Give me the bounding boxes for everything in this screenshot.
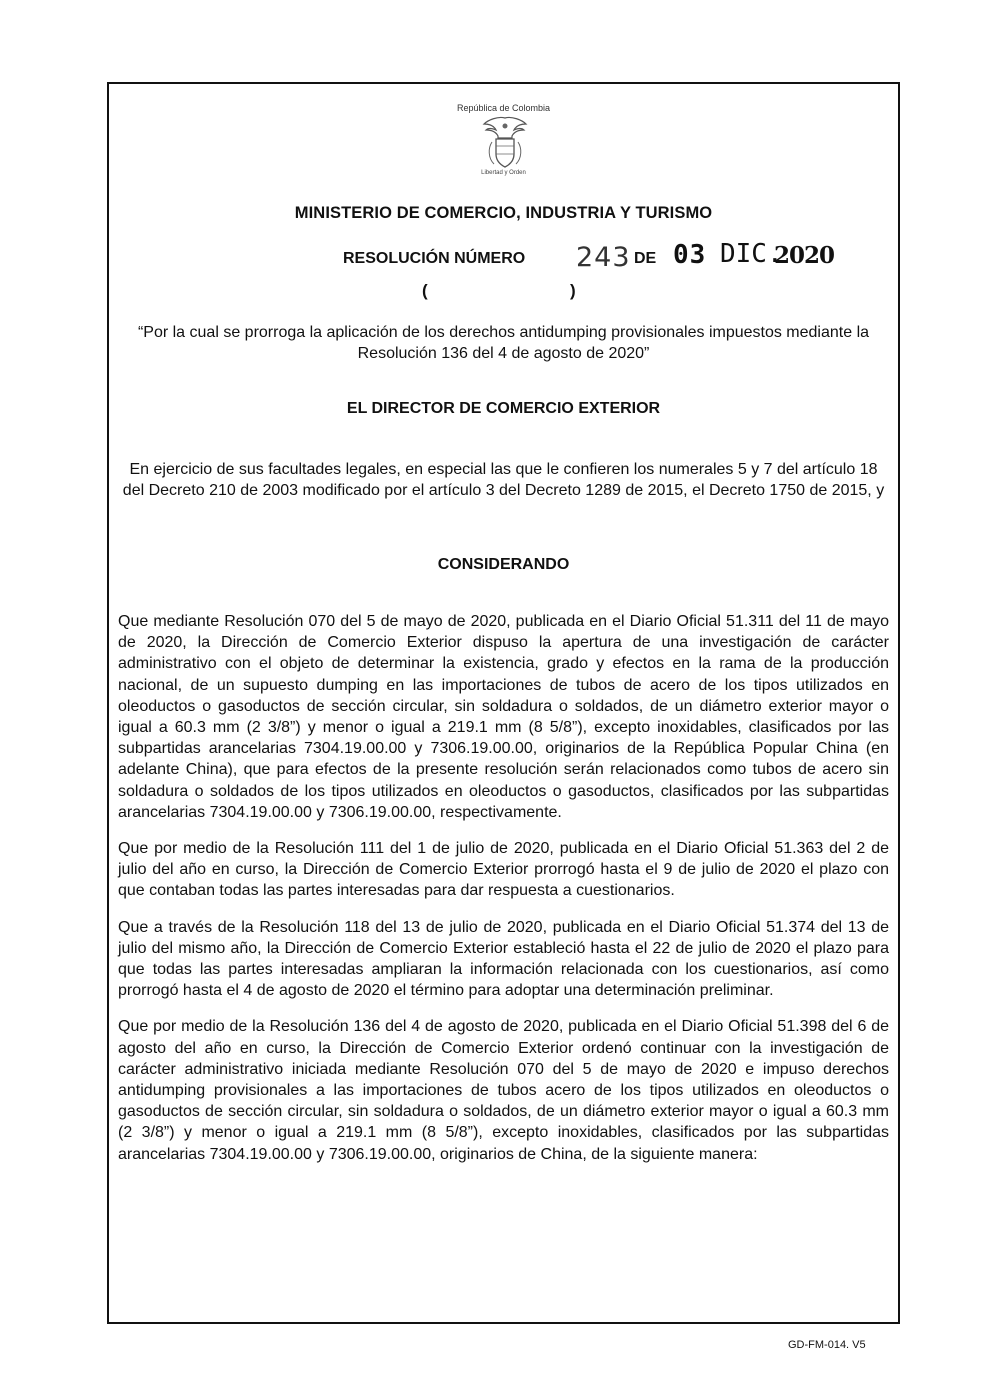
resolution-label: RESOLUCIÓN NÚMERO — [343, 250, 526, 267]
resolution-date-day: 03 — [673, 240, 707, 270]
resolution-de-label: DE — [634, 250, 657, 267]
resolution-line — [109, 239, 898, 278]
resolution-date-month: DIC. — [720, 239, 783, 269]
document-body — [118, 611, 889, 1180]
paren-close: ) — [570, 281, 576, 300]
paragraph: Que por medio de la Resolución 111 del 1 de julio de 2020, publicada en el Diario Oficial 51.363 del 2 de julio del año en curso, la Dirección de Comercio Exterior prorrogó hasta el 9 de julio de 2020 el plazo con que contaban todas las partes interesadas para dar respuesta a cuestionarios. — [118, 840, 889, 900]
considerando-heading: CONSIDERANDO — [437, 556, 570, 573]
resolution-date-year: 2020 — [774, 242, 835, 269]
paragraph: Que mediante Resolución 070 del 5 de mayo de 2020, publicada en el Diario Oficial 51.311 del 11 de mayo de 2020, la Dirección de Comercio Exterior dispuso la apertura de una investigación de carácter administrativo con el objeto de determinar la existencia, grado y efectos en la rama de la producción nacional, de un supuesto dumping en las importaciones de tubos de acero de los tipos utilizados en oleoductos o gasoductos de sección circular, sin soldadura o soldados, de un diámetro exterior mayor o igual a 60.3 mm (2 3/8”) y menor o igual a 219.1 mm (8 5/8”), excepto inoxidables, clasificados por las subpartidas arancelarias 7304.19.00.00 y 7306.19.00.00, originarios de la República Popular China (en adelante China), que para efectos de la presente resolución serán relacionados como tubos de acero sin soldadura o soldados de los tipos utilizados en oleoductos o gasoductos, clasificados por las subpartidas arancelarias 7304.19.00.00 y 7306.19.00.00, respectivamente. — [118, 613, 889, 821]
paren-open: ( — [422, 281, 428, 300]
form-code: GD-FM-014. V5 — [788, 1339, 866, 1351]
motto-label: Libertad y Orden — [481, 170, 526, 176]
paragraph: Que a través de la Resolución 118 del 13 de julio de 2020, publicada en el Diario Oficial 51.374 del 13 de julio del mismo año, la Dirección de Comercio Exterior estableció hasta el 22 de julio de 2020 el plazo para que todas las partes interesadas ampliaran la información relacionada con los cuestionarios, así como prorrogó hasta el 4 de agosto de 2020 el término para adoptar una determinación preliminar. — [118, 918, 889, 1000]
ministry-title: MINISTERIO DE COMERCIO, INDUSTRIA Y TURISMO — [294, 204, 713, 222]
resolution-title: “Por la cual se prorroga la aplicación de los derechos antidumping provisionales impuestos mediante la Resolución 136 del 4 de agosto de 2020” — [137, 324, 870, 362]
director-heading: EL DIRECTOR DE COMERCIO EXTERIOR — [346, 400, 661, 417]
coat-of-arms-icon — [480, 114, 530, 174]
document-frame — [107, 82, 900, 1324]
paragraph: Que por medio de la Resolución 136 del 4 de agosto de 2020, publicada en el Diario Oficial 51.398 del 6 de agosto del año en curso, la Dirección de Comercio Exterior ordenó continuar con la investigación de carácter administrativo iniciada mediante Resolución 070 del 5 de mayo de 2020 e impuso derechos antidumping provisionales a las importaciones de tubos acero de los tipos utilizados en oleoductos o gasoductos de sección circular, sin soldadura o soldados, de un diámetro exterior mayor o igual a 60.3 mm (2 3/8”) y menor o igual a 219.1 mm (8 5/8”), excepto inoxidables, clasificados por las subpartidas arancelarias 7304.19.00.00 y 7306.19.00.00, originarios de China, de la siguiente manera: — [118, 1018, 889, 1163]
republic-label: República de Colombia — [456, 103, 551, 113]
intro-paragraph: En ejercicio de sus facultades legales, en especial las que le confieren los numerales 5 y 7 del artículo 18 del Decreto 210 de 2003 modificado por el artículo 3 del Decreto 1289 de 2015, el Decreto 1750 de 2015, y — [122, 461, 885, 499]
resolution-number: 243 — [576, 242, 631, 273]
